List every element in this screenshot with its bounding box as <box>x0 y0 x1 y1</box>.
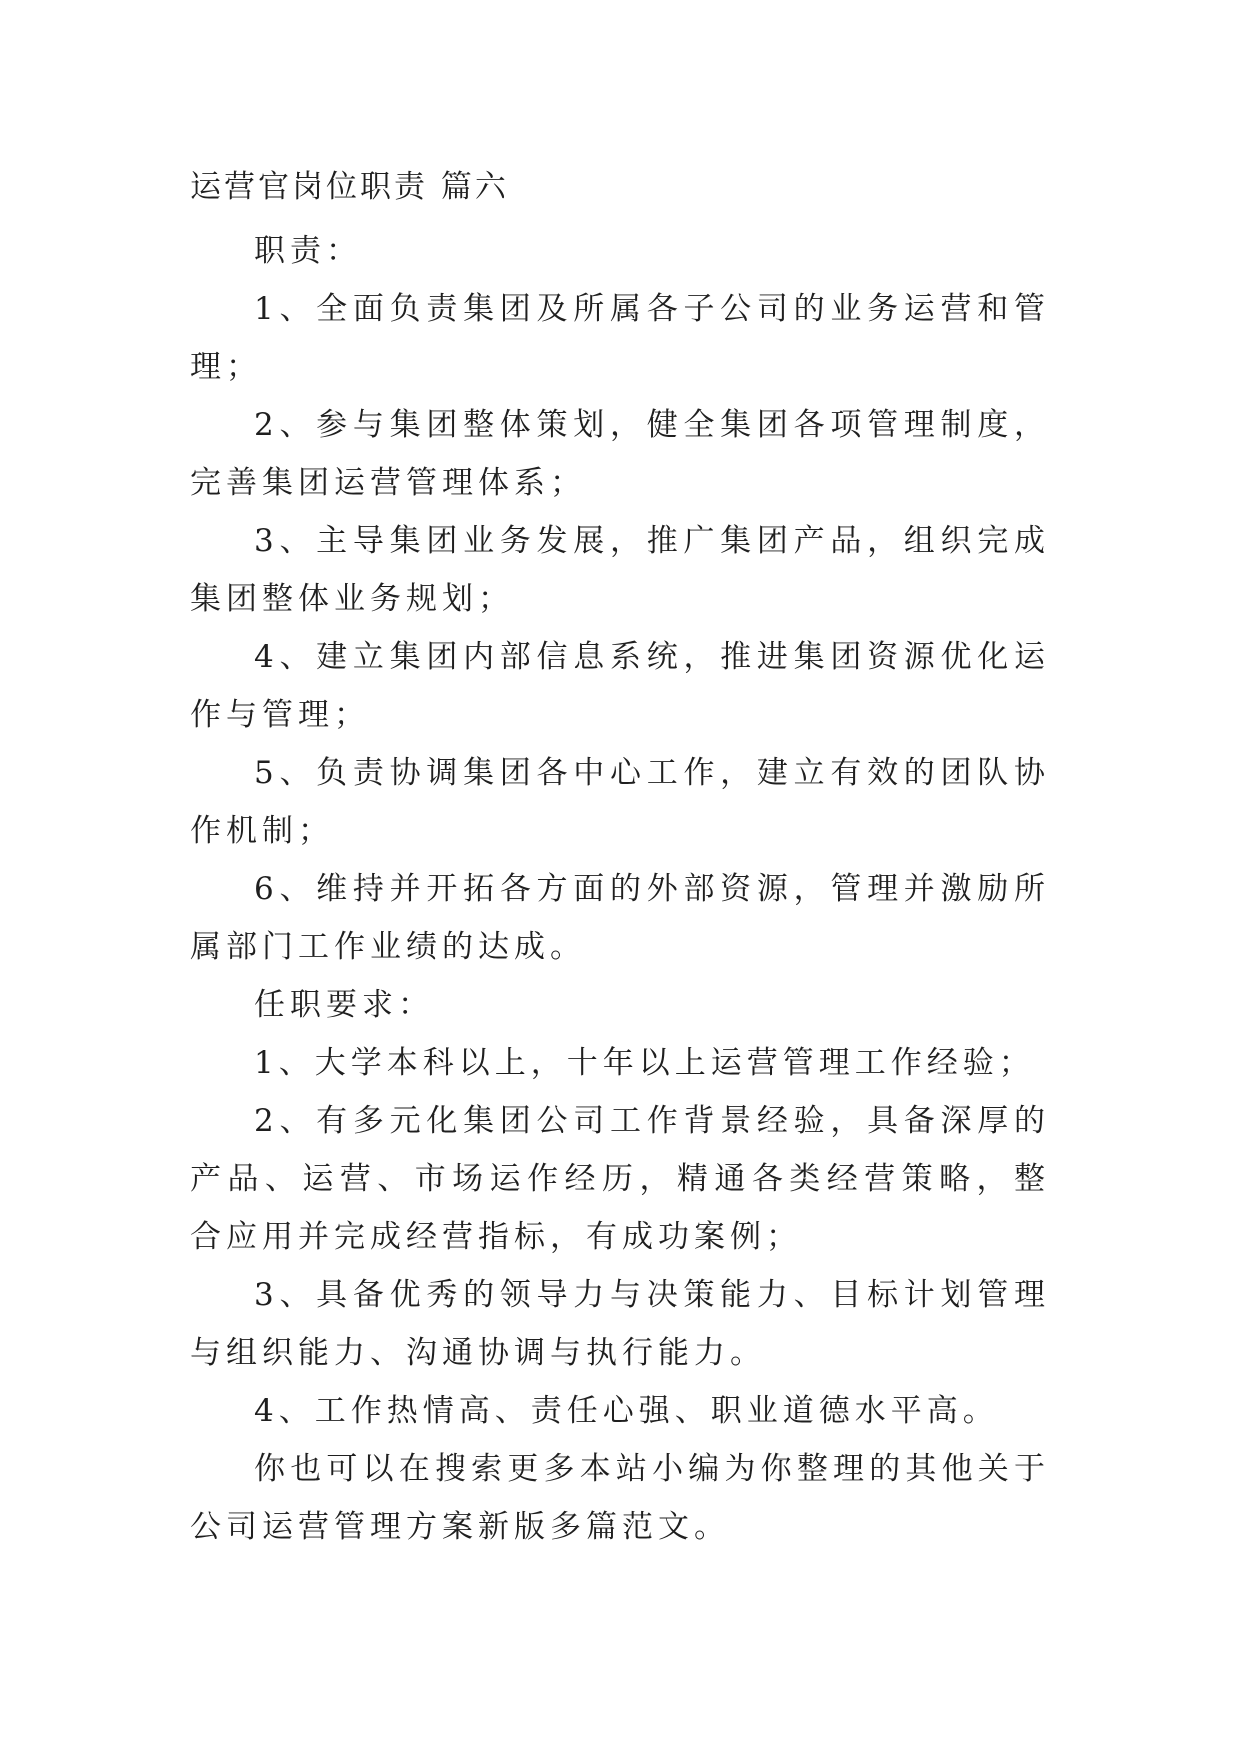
paragraph-duty-5: 5、负责协调集团各中心工作，建立有效的团队协作机制； <box>190 755 1050 849</box>
paragraph-requirement-3: 3、具备优秀的领导力与决策能力、目标计划管理与组织能力、沟通协调与执行能力。 <box>190 1277 1050 1371</box>
paragraph-requirement-4: 4、工作热情高、责任心强、职业道德水平高。 <box>254 1393 999 1429</box>
paragraph-requirement-2: 2、有多元化集团公司工作背景经验，具备深厚的产品、运营、市场运作经历，精通各类经营策略，整合应用并完成经营指标，有成功案例； <box>190 1103 1050 1255</box>
paragraph-duty-3: 3、主导集团业务发展，推广集团产品，组织完成集团整体业务规划； <box>190 523 1050 617</box>
paragraph-duty-2: 2、参与集团整体策划，健全集团各项管理制度，完善集团运营管理体系； <box>190 407 1050 501</box>
document-title: 运营官岗位职责 篇六 <box>190 169 509 205</box>
paragraph-duties-heading: 职责： <box>254 233 362 269</box>
paragraph-closing-note: 你也可以在搜索更多本站小编为你整理的其他关于公司运营管理方案新版多篇范文。 <box>190 1451 1050 1545</box>
paragraph-requirements-heading: 任职要求： <box>254 987 434 1023</box>
paragraph-duty-1: 1、全面负责集团及所属各子公司的业务运营和管理； <box>190 291 1050 385</box>
paragraph-requirement-1: 1、大学本科以上，十年以上运营管理工作经验； <box>254 1045 1035 1081</box>
document-body <box>190 156 1050 1556</box>
paragraph-duty-6: 6、维持并开拓各方面的外部资源，管理并激励所属部门工作业绩的达成。 <box>190 871 1050 965</box>
paragraph-duty-4: 4、建立集团内部信息系统，推进集团资源优化运作与管理； <box>190 639 1050 733</box>
